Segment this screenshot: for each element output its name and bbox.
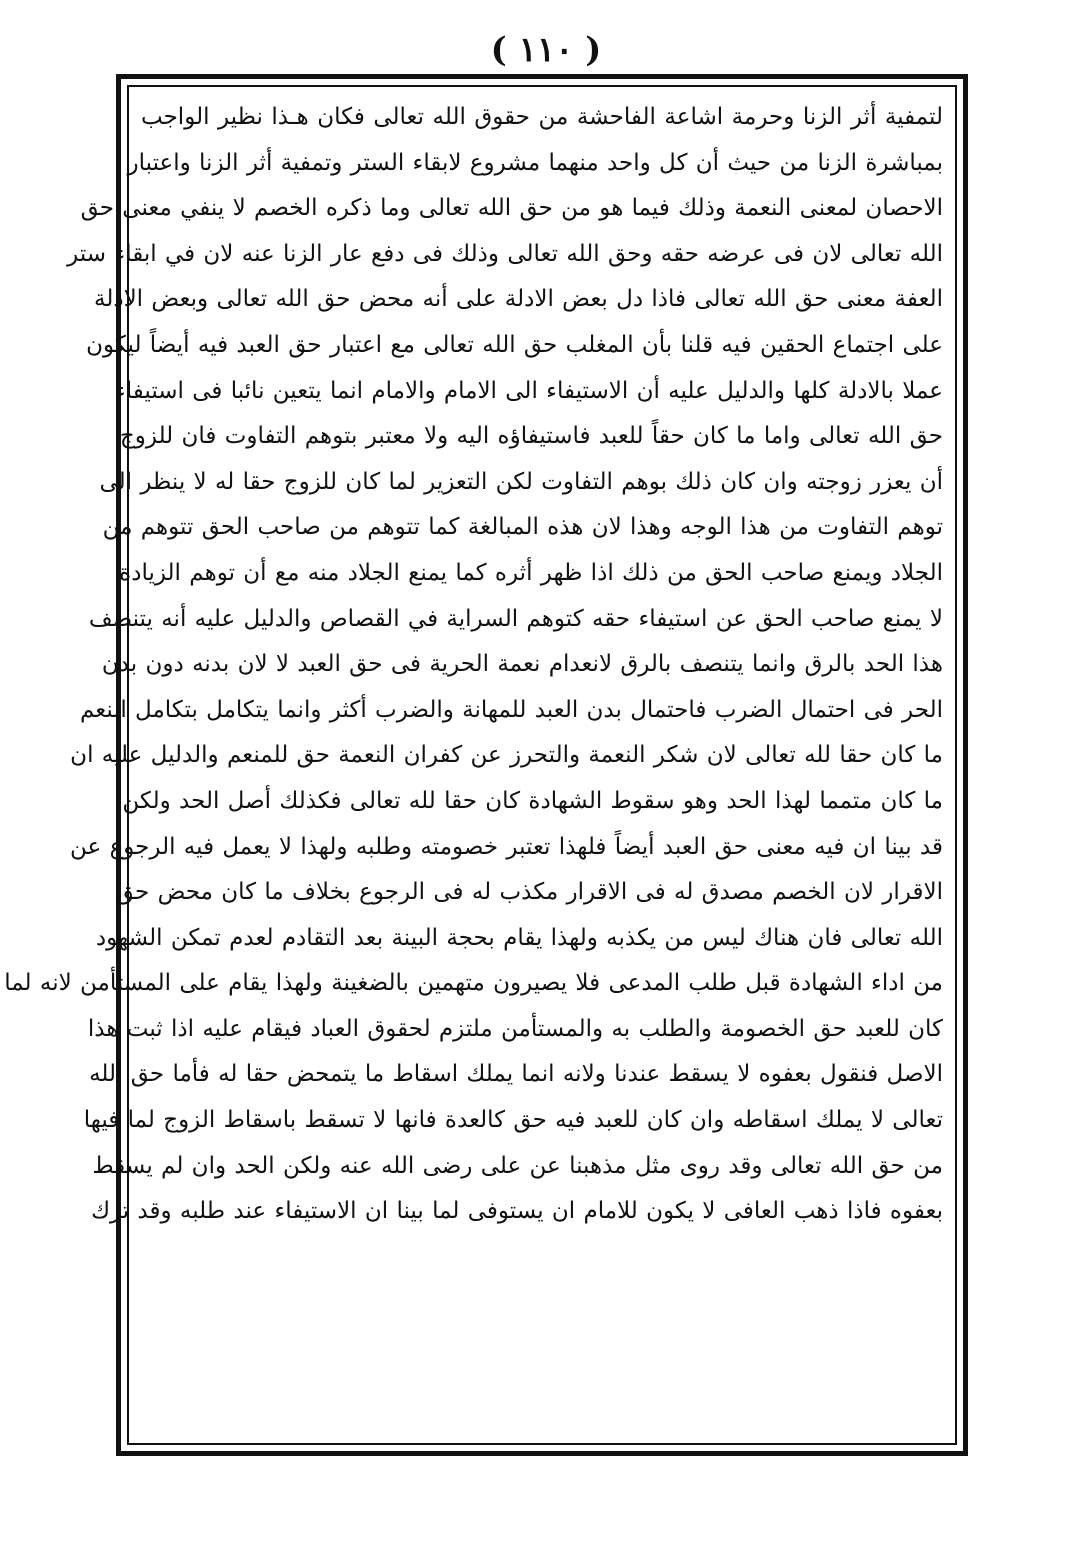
page-border-inner (4, 85, 957, 1445)
text-line: عملا بالادلة كلها والدليل عليه أن الاستيفاء الى الامام والامام انما يتعين نائبا فى استيفاء (114, 377, 943, 404)
text-line: الله تعالى لان فى عرضه حقه وحق الله تعالى وذلك فى دفع عار الزنا عنه لان في ابقاء ستر (67, 240, 943, 267)
text-line: بعفوه فاذا ذهب العافى لا يكون للامام ان يستوفى لما بينا ان الاستيفاء عند طلبه وقد ترك (91, 1198, 943, 1225)
text-line: الاقرار لان الخصم مصدق له فى الاقرار مكذب له فى الرجوع بخلاف ما كان محض حق (115, 879, 943, 906)
text-line: الحر فى احتمال الضرب فاحتمال بدن العبد للمهانة والضرب أكثر وانما يتكامل بتكامل النعم (80, 696, 943, 723)
text-line: لتمفية أثر الزنا وحرمة اشاعة الفاحشة من حقوق الله تعالى فكان هـذا نظير الواجب (141, 104, 943, 130)
text-line: من اداء الشهادة قبل طلب المدعى فلا يصيرون متهمين بالضغينة ولهذا يقام على المستأمن لانه لما (4, 970, 943, 997)
text-line: العفة معنى حق الله تعالى فاذا دل بعض الادلة على أنه محض حق الله تعالى وبعض الادلة (93, 286, 943, 313)
text-line: قد بينا ان فيه معنى حق العبد أيضاً فلهذا تعتبر خصومته وطلبه ولهذا لا يعمل فيه الرجوع عن (70, 833, 943, 860)
text-line: كان للعبد حق الخصومة والطلب به والمستأمن ملتزم لحقوق العباد فيقام عليه اذا ثبت هذا (87, 1015, 943, 1042)
text-line: أن يعزر زوجته وان كان ذلك بوهم التفاوت لكن التعزير لما كان للزوج حقا له لا ينظر الى (99, 468, 943, 495)
text-line: الاصل فنقول بعفوه لا يسقط عندنا ولانه انما يملك اسقاط ما يتمحض حقا له فأما حق الله (89, 1061, 943, 1088)
text-line: ما كان متمما لهذا الحد وهو سقوط الشهادة كان حقا لله تعالى فكذلك أصل الحد ولكن (122, 787, 943, 814)
text-line: الله تعالى فان هناك ليس من يكذبه ولهذا يقام بحجة البينة بعد التقادم لعدم تمكن الشهود (95, 924, 943, 951)
text-line: الاحصان لمعنى النعمة وذلك فيما هو من حق الله تعالى وما ذكره الخصم لا ينفي معنى حق (80, 195, 943, 222)
text-line: ما كان حقا لله تعالى لان شكر النعمة والتحرز عن كفران النعمة حق للمنعم والدليل عليه ان (70, 742, 943, 769)
text-line: لا يمنع صاحب الحق عن استيفاء حقه كتوهم السراية في القصاص والدليل عليه أنه يتنصف (88, 605, 943, 632)
text-line: الجلاد ويمنع صاحب الحق من ذلك اذا ظهر أثره كما يمنع الجلاد منه مع أن توهم الزيادة (119, 559, 943, 586)
text-line: تعالى لا يملك اسقاطه وان كان للعبد فيه حق كالعدة فانها لا تسقط باسقاط الزوج لما فيها (83, 1107, 943, 1134)
text-line: حق الله تعالى واما ما كان حقاً للعبد فاستيفاؤه اليه ولا معتبر بتوهم التفاوت فان للزوج (119, 423, 943, 450)
page-number: ( ١١٠ ) (490, 30, 602, 70)
text-line: من حق الله تعالى وقد روى مثل مذهبنا عن على رضى الله عنه ولكن الحد وان لم يسقط (92, 1152, 943, 1179)
page-border (4, 74, 968, 1456)
text-line: بمباشرة الزنا من حيث أن كل واحد منهما مشروع لابقاء الستر وتمفية أثر الزنا واعتبار (127, 149, 943, 176)
body-text (4, 95, 943, 1235)
text-line: على اجتماع الحقين فيه قلنا بأن المغلب حق الله تعالى مع اعتبار حق العبد فيه أيضاً ليكون (86, 331, 943, 358)
text-line: توهم التفاوت من هذا الوجه وهذا لان هذه المبالغة كما تتوهم من صاحب الحق تتوهم من (102, 514, 943, 541)
text-line: هذا الحد بالرق وانما يتنصف بالرق لانعدام نعمة الحرية فى حق العبد لا لان بدنه دون بدن (101, 651, 943, 678)
